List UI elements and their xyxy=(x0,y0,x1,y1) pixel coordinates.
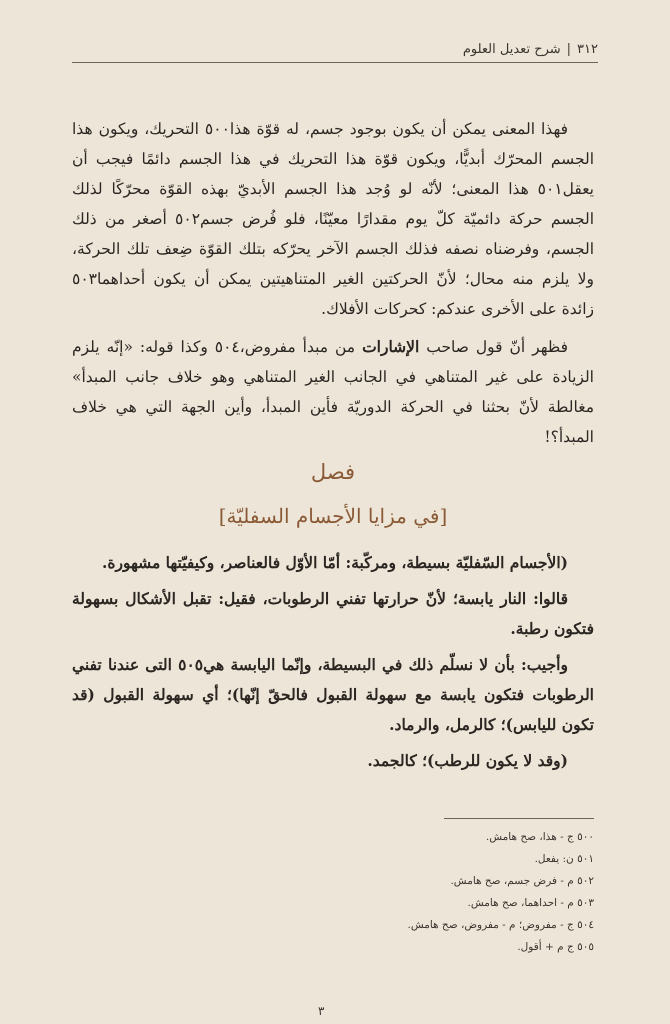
paragraph-2-after: من مبدأ مفروض،٥٠٤ وكذا قوله: «إنّه يلزم الزيادة على غير المتناهي في الجانب الغير المتناهي وهو خلاف جانب المبدأ» مغالطة لأنّ بحثنا في الحركة الدوريّة فأين المبدأ، وأين الجهة التي هي خلاف المبدأ؟! xyxy=(72,338,594,446)
bottom-mark: ٣ xyxy=(318,1004,325,1018)
main-body xyxy=(72,114,594,460)
section-paragraph-3: وأجيب: بأن لا نسلّم ذلك في البسيطة، وإنّما اليابسة هي٥٠٥ التى عندنا تفني الرطوبات فتكون يابسة مع سهولة القبول فالحقّ إنّها)؛ أي سهولة القبول (قد تكون لليابس)؛ كالرمل، والرماد. xyxy=(72,655,594,734)
paragraph-2-before: فظهر أنّ قول صاحب xyxy=(419,338,568,356)
footnote-503: ٥٠٣ م - احداهما، صح هامش. xyxy=(467,897,594,909)
section-paragraph-2: قالوا: النار يابسة؛ لأنّ حرارتها تفني الرطوبات، فقيل: تقبل الأشكال بسهولة فتكون رطبة. xyxy=(72,589,594,638)
section-heading xyxy=(72,452,594,536)
section-body xyxy=(72,548,594,782)
paragraph-2 xyxy=(72,332,594,452)
section-paragraph-4: (وقد لا يكون للرطب)؛ كالجمد. xyxy=(367,751,568,770)
footnote-504: ٥٠٤ ج - مفروض؛ م - مفروض، صح هامش. xyxy=(407,919,594,931)
header-rule xyxy=(72,62,598,63)
section-subtitle: [في مزايا الأجسام السفليّة] xyxy=(218,504,448,528)
running-header xyxy=(72,42,598,57)
header-separator: | xyxy=(566,42,572,57)
page-number: ٣١٢ xyxy=(577,42,598,57)
section-paragraph-1: (الأجسام السّفليّة بسيطة، ومركّبة: أمّا الأوّل فالعناصر، وكيفيّتها مشهورة. xyxy=(101,553,568,572)
footnote-rule xyxy=(444,818,594,819)
footnotes xyxy=(194,826,594,958)
footnote-505: ٥٠٥ ج م + أقول. xyxy=(517,941,594,953)
footnote-502: ٥٠٢ م - فرض جسم، صح هامش. xyxy=(450,875,594,887)
footnote-500: ٥٠٠ ج - هذا، صح هامش. xyxy=(485,831,594,843)
paragraph-1: فهذا المعنى يمكن أن يكون بوجود جسم، له قوّة هذا٥٠٠ التحريك، ويكون هذا الجسم المحرّك أبديًّا، ويكون قوّة هذا التحريك في هذا الجسم دائمًا فيجب أن يعقل٥٠١ هذا المعنى؛ لأنّه لو وُجد هذا الجسم الأبديّ بهذه القوّة محرّكًا لذلك الجسم حركة دائميّة كلّ يوم مقدارًا معيّنًا، فلو فُرض جسم٥٠٢ أصغر من ذلك الجسم، وفرضناه نصفه فذلك الجسم الآخر يحرّكه بتلك القوّة ضِعف تلك الحركة، ولا يلزم منه محال؛ لأنّ الحركتين الغير المتناهيتين يمكن أن يكون أحداهما٥٠٣ زائدة على الأخرى عندكم: كحركات الأفلاك. xyxy=(72,120,594,318)
section-label: فصل xyxy=(310,460,356,484)
book-title: شرح تعديل العلوم xyxy=(462,42,561,57)
bold-term-isharat: الإشارات xyxy=(362,337,420,356)
footnote-501: ٥٠١ ن: يفعل. xyxy=(534,853,594,865)
